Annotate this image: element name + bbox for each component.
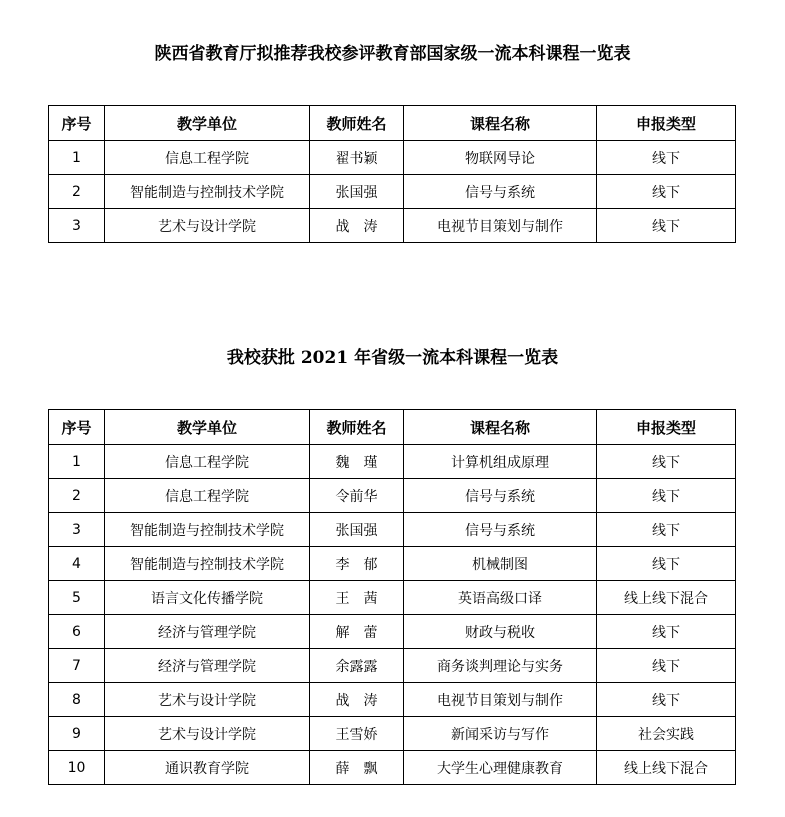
table-row: [49, 209, 736, 243]
cell-course: 机械制图: [404, 547, 597, 581]
cell-teacher: 王雪娇: [310, 717, 404, 751]
cell-type: 线下: [597, 479, 736, 513]
cell-teacher: 战 涛: [310, 209, 404, 243]
table-header-row: [49, 410, 736, 445]
cell-teacher: 解 蕾: [310, 615, 404, 649]
header-type: 申报类型: [597, 410, 736, 445]
table-row: [49, 581, 736, 615]
cell-unit: 信息工程学院: [105, 479, 310, 513]
cell-type: 线下: [597, 547, 736, 581]
cell-index: 3: [49, 209, 105, 243]
header-unit: 教学单位: [105, 410, 310, 445]
cell-course: 电视节目策划与制作: [404, 683, 597, 717]
table-row: [49, 175, 736, 209]
approved-title: 我校获批 2021 年省级一流本科课程一览表: [226, 348, 559, 368]
cell-index: 10: [49, 751, 105, 785]
cell-unit: 智能制造与控制技术学院: [105, 547, 310, 581]
cell-index: 9: [49, 717, 105, 751]
cell-unit: 信息工程学院: [105, 445, 310, 479]
cell-index: 3: [49, 513, 105, 547]
cell-type: 线下: [597, 175, 736, 209]
cell-teacher: 张国强: [310, 175, 404, 209]
cell-index: 2: [49, 175, 105, 209]
cell-course: 电视节目策划与制作: [404, 209, 597, 243]
cell-index: 1: [49, 141, 105, 175]
cell-teacher: 李 郁: [310, 547, 404, 581]
cell-unit: 智能制造与控制技术学院: [105, 513, 310, 547]
table-row: [49, 479, 736, 513]
cell-type: 线下: [597, 513, 736, 547]
cell-index: 7: [49, 649, 105, 683]
cell-unit: 通识教育学院: [105, 751, 310, 785]
cell-course: 大学生心理健康教育: [404, 751, 597, 785]
cell-course: 商务谈判理论与实务: [404, 649, 597, 683]
cell-teacher: 张国强: [310, 513, 404, 547]
cell-type: 线上线下混合: [597, 751, 736, 785]
cell-unit: 信息工程学院: [105, 141, 310, 175]
cell-course: 新闻采访与写作: [404, 717, 597, 751]
header-index: 序号: [49, 410, 105, 445]
cell-teacher: 翟书颖: [310, 141, 404, 175]
cell-type: 线上线下混合: [597, 581, 736, 615]
recommend-table: [48, 105, 736, 243]
table-row: [49, 717, 736, 751]
cell-index: 6: [49, 615, 105, 649]
cell-teacher: 薛 飘: [310, 751, 404, 785]
cell-unit: 语言文化传播学院: [105, 581, 310, 615]
header-course: 课程名称: [404, 410, 597, 445]
cell-course: 物联网导论: [404, 141, 597, 175]
cell-index: 2: [49, 479, 105, 513]
cell-type: 线下: [597, 615, 736, 649]
header-index: 序号: [49, 106, 105, 141]
cell-course: 英语高级口译: [404, 581, 597, 615]
cell-course: 计算机组成原理: [404, 445, 597, 479]
cell-type: 线下: [597, 683, 736, 717]
header-course: 课程名称: [404, 106, 597, 141]
cell-teacher: 战 涛: [310, 683, 404, 717]
cell-teacher: 余露露: [310, 649, 404, 683]
table-row: [49, 649, 736, 683]
cell-type: 线下: [597, 209, 736, 243]
cell-course: 信号与系统: [404, 513, 597, 547]
cell-unit: 经济与管理学院: [105, 615, 310, 649]
cell-type: 社会实践: [597, 717, 736, 751]
cell-type: 线下: [597, 445, 736, 479]
cell-course: 信号与系统: [404, 175, 597, 209]
cell-unit: 智能制造与控制技术学院: [105, 175, 310, 209]
header-unit: 教学单位: [105, 106, 310, 141]
header-teacher: 教师姓名: [310, 410, 404, 445]
cell-unit: 艺术与设计学院: [105, 717, 310, 751]
table-header-row: [49, 106, 736, 141]
recommend-title: 陕西省教育厅拟推荐我校参评教育部国家级一流本科课程一览表: [154, 44, 631, 64]
table-row: [49, 547, 736, 581]
table-row: [49, 615, 736, 649]
cell-teacher: 王 茜: [310, 581, 404, 615]
cell-course: 信号与系统: [404, 479, 597, 513]
cell-unit: 艺术与设计学院: [105, 683, 310, 717]
header-teacher: 教师姓名: [310, 106, 404, 141]
cell-type: 线下: [597, 649, 736, 683]
cell-index: 4: [49, 547, 105, 581]
cell-teacher: 令前华: [310, 479, 404, 513]
cell-course: 财政与税收: [404, 615, 597, 649]
header-type: 申报类型: [597, 106, 736, 141]
cell-index: 5: [49, 581, 105, 615]
cell-type: 线下: [597, 141, 736, 175]
cell-index: 8: [49, 683, 105, 717]
table-row: [49, 513, 736, 547]
cell-unit: 艺术与设计学院: [105, 209, 310, 243]
table-row: [49, 751, 736, 785]
table-row: [49, 141, 736, 175]
cell-index: 1: [49, 445, 105, 479]
table-row: [49, 445, 736, 479]
approved-table: [48, 409, 736, 785]
cell-teacher: 魏 瑾: [310, 445, 404, 479]
table-row: [49, 683, 736, 717]
cell-unit: 经济与管理学院: [105, 649, 310, 683]
